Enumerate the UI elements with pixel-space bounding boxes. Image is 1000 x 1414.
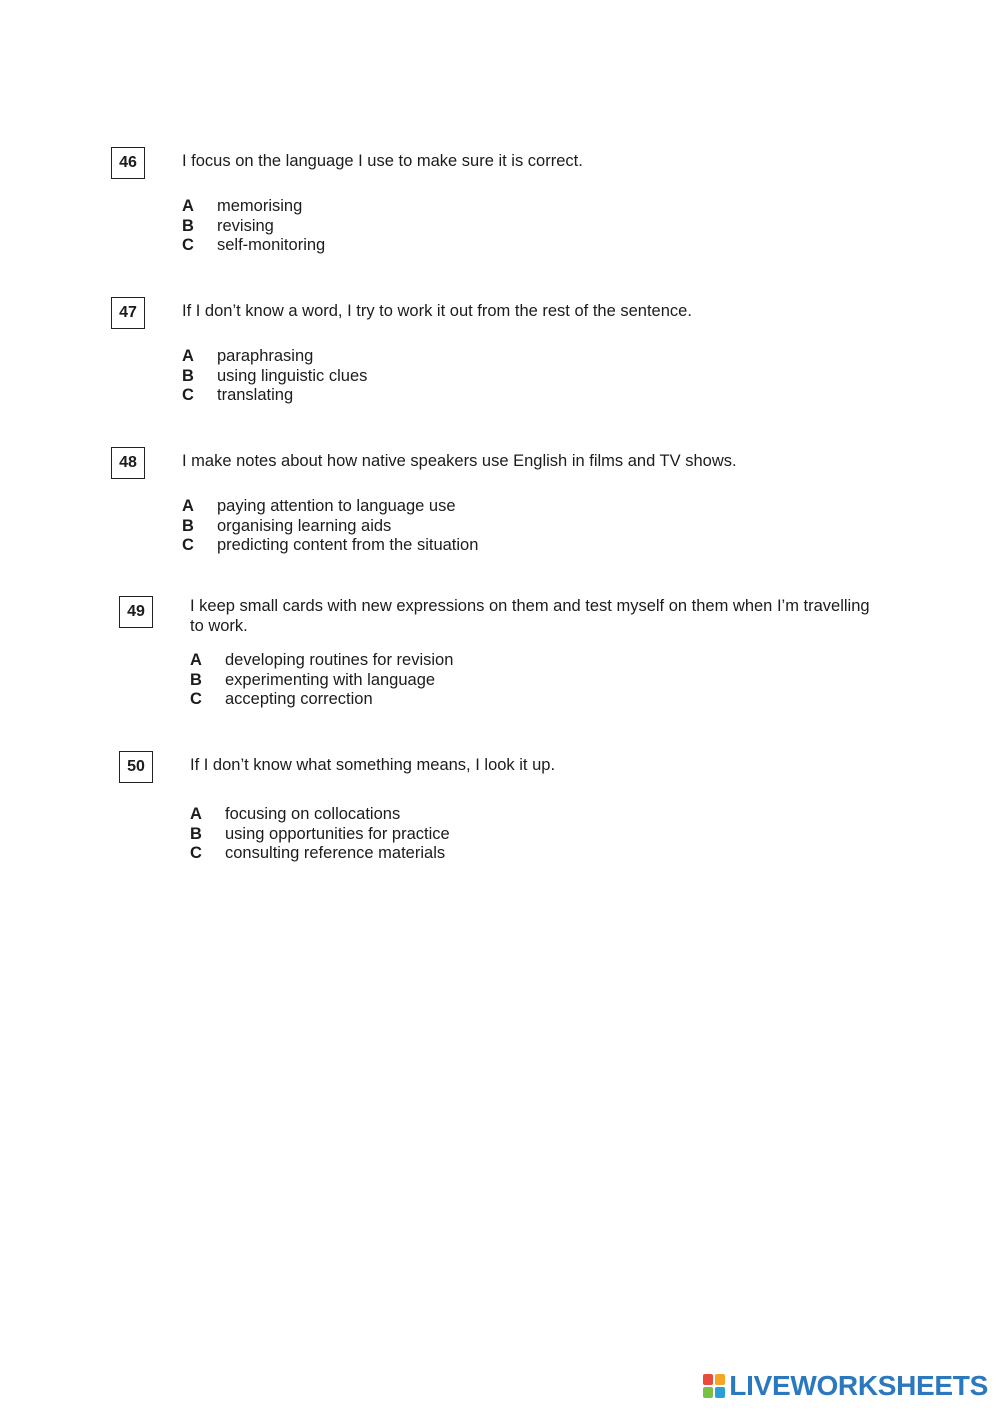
question-number: 47 xyxy=(111,297,145,329)
option-b[interactable] xyxy=(190,671,453,691)
option-b[interactable] xyxy=(182,367,367,387)
option-text: organising learning aids xyxy=(217,516,392,535)
option-text: predicting content from the situation xyxy=(217,536,479,555)
option-letter: C xyxy=(190,690,202,709)
option-letter: A xyxy=(182,197,194,216)
option-list xyxy=(190,805,450,864)
option-letter: B xyxy=(190,670,202,689)
option-text: focusing on collocations xyxy=(225,805,401,824)
logo-text: LIVEWORKSHEETS xyxy=(729,1370,988,1401)
option-letter: B xyxy=(182,516,194,535)
option-text: revising xyxy=(217,216,274,235)
liveworksheets-logo xyxy=(703,1370,988,1402)
option-text: paying attention to language use xyxy=(217,497,456,516)
option-text: memorising xyxy=(217,197,303,216)
question-text: If I don’t know a word, I try to work it out from the rest of the sentence. xyxy=(182,302,692,320)
option-a[interactable] xyxy=(182,197,325,217)
option-a[interactable] xyxy=(190,805,450,825)
logo-square-blue xyxy=(715,1387,725,1398)
option-letter: A xyxy=(190,805,202,824)
option-c[interactable] xyxy=(182,536,478,556)
option-letter: B xyxy=(182,216,194,235)
logo-icon xyxy=(703,1374,725,1398)
question-number: 48 xyxy=(111,447,145,479)
option-list xyxy=(182,197,325,256)
question-number: 50 xyxy=(119,751,153,783)
option-letter: C xyxy=(182,386,194,405)
option-letter: B xyxy=(182,366,194,385)
option-b[interactable] xyxy=(182,517,478,537)
option-a[interactable] xyxy=(182,497,478,517)
option-c[interactable] xyxy=(182,386,367,406)
question-text: I make notes about how native speakers use English in films and TV shows. xyxy=(182,452,737,470)
option-text: experimenting with language xyxy=(225,670,436,689)
question-number: 49 xyxy=(119,596,153,628)
option-c[interactable] xyxy=(182,236,325,256)
option-b[interactable] xyxy=(190,825,450,845)
question-number: 46 xyxy=(111,147,145,179)
question-text: I keep small cards with new expressions on them and test myself on them when I’m travelling to work. xyxy=(190,597,870,635)
option-letter: B xyxy=(190,824,202,843)
option-text: paraphrasing xyxy=(217,347,314,366)
option-c[interactable] xyxy=(190,844,450,864)
option-text: consulting reference materials xyxy=(225,844,446,863)
option-text: translating xyxy=(217,386,294,405)
option-list xyxy=(182,497,478,556)
option-b[interactable] xyxy=(182,217,325,237)
option-letter: C xyxy=(182,236,194,255)
option-letter: C xyxy=(190,844,202,863)
logo-square-red xyxy=(703,1374,713,1385)
option-text: using linguistic clues xyxy=(217,366,368,385)
option-letter: A xyxy=(182,347,194,366)
option-text: using opportunities for practice xyxy=(225,824,450,843)
logo-square-orange xyxy=(715,1374,725,1385)
option-letter: A xyxy=(182,497,194,516)
option-letter: C xyxy=(182,536,194,555)
option-text: self-monitoring xyxy=(217,236,326,255)
question-text: I focus on the language I use to make sure it is correct. xyxy=(182,152,583,170)
logo-square-green xyxy=(703,1387,713,1398)
option-list xyxy=(190,651,453,710)
question-text: If I don’t know what something means, I look it up. xyxy=(190,756,556,774)
option-c[interactable] xyxy=(190,690,453,710)
option-text: accepting correction xyxy=(225,690,373,709)
option-a[interactable] xyxy=(190,651,453,671)
option-list xyxy=(182,347,367,406)
option-text: developing routines for revision xyxy=(225,651,454,670)
option-letter: A xyxy=(190,651,202,670)
option-a[interactable] xyxy=(182,347,367,367)
